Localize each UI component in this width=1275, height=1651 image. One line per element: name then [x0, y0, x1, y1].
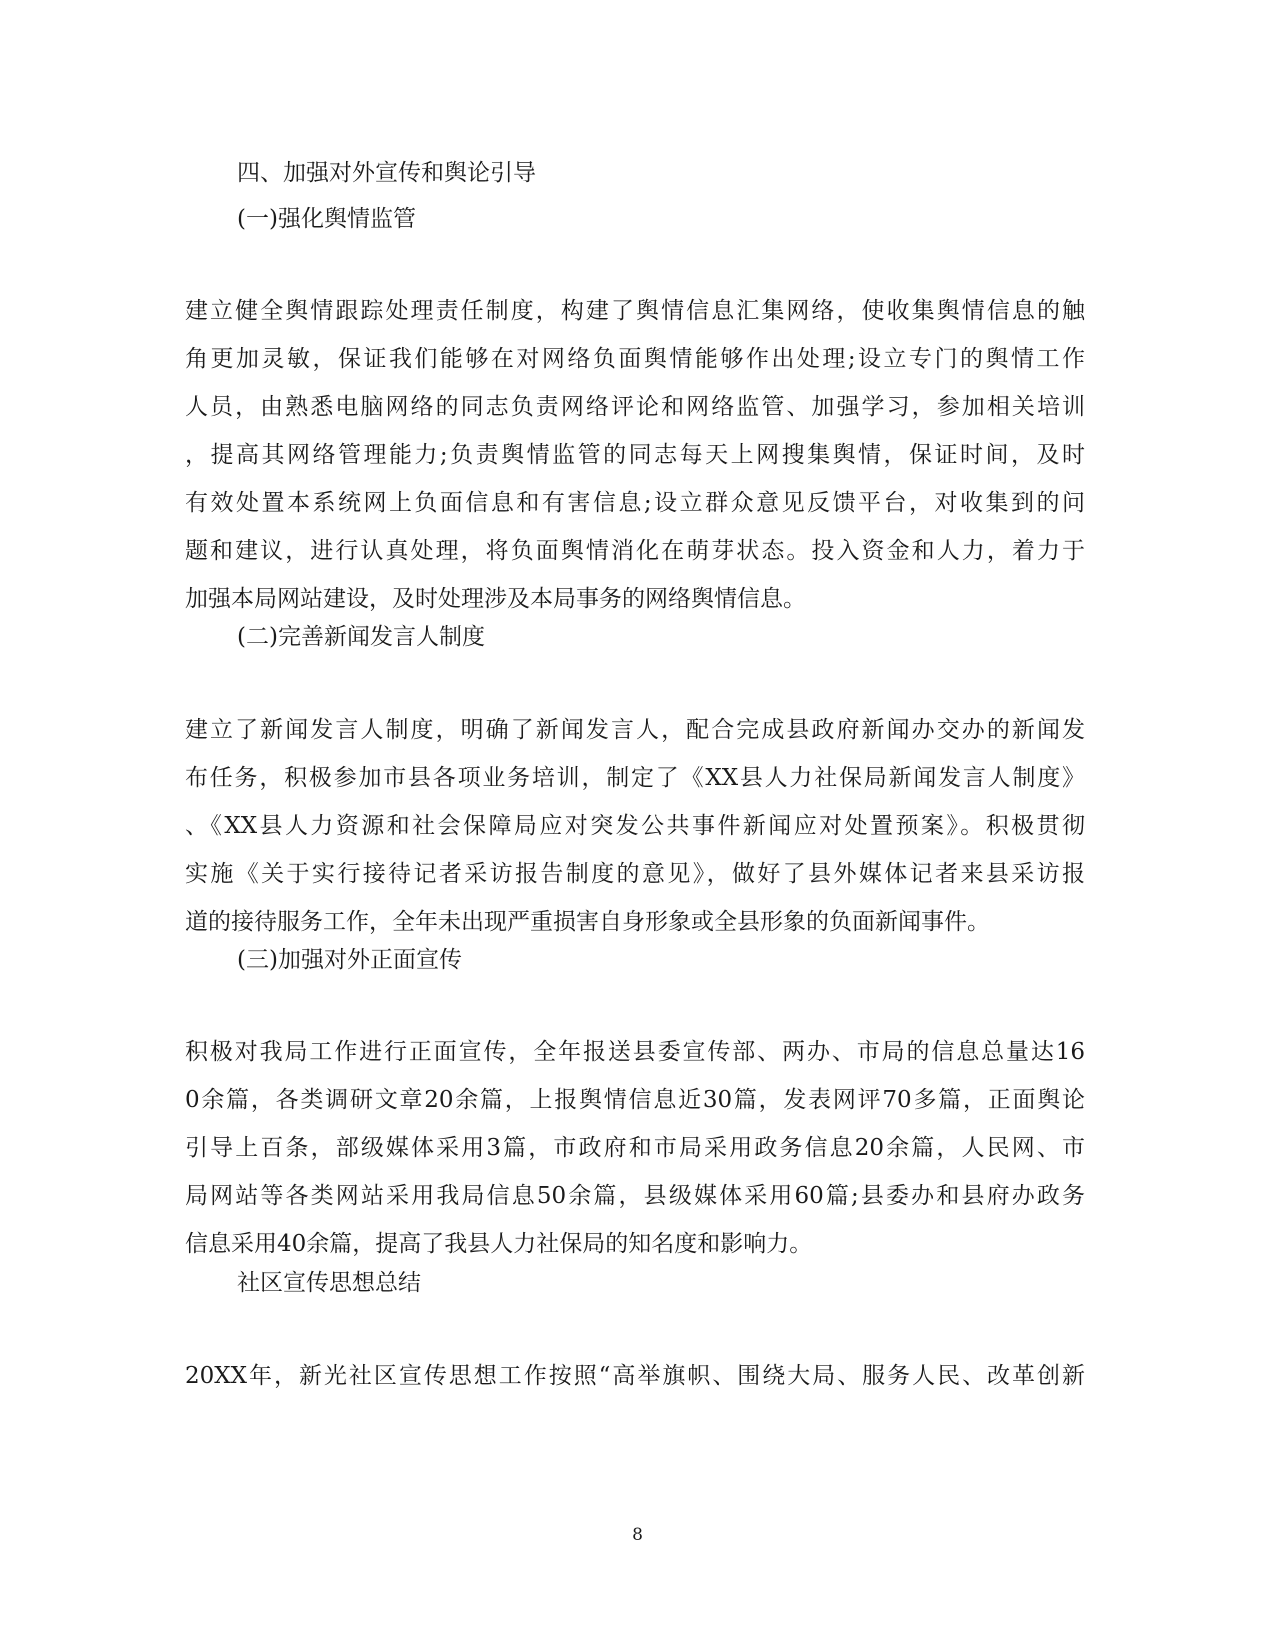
text-line: 有效处置本系统网上负面信息和有害信息;设立群众意见反馈平台，对收集到的问 — [185, 490, 1085, 516]
text-line: 人员，由熟悉电脑网络的同志负责网络评论和网络监管、加强学习，参加相关培训 — [185, 394, 1085, 420]
text-line: ，提高其网络管理能力;负责舆情监管的同志每天上网搜集舆情，保证时间，及时 — [185, 442, 1085, 468]
subsection-heading: (三)加强对外正面宣传 — [237, 947, 462, 973]
text-line: 布任务，积极参加市县各项业务培训，制定了《XX县人力社保局新闻发言人制度》 — [185, 765, 1085, 791]
section-heading: 四、加强对外宣传和舆论引导 — [237, 160, 536, 186]
subsection-heading: (一)强化舆情监管 — [237, 206, 416, 232]
text-line: 道的接待服务工作，全年未出现严重损害自身形象或全县形象的负面新闻事件。 — [185, 909, 990, 935]
text-line: 实施《关于实行接待记者采访报告制度的意见》，做好了县外媒体记者来县采访报 — [185, 861, 1085, 887]
paragraph-community-summary — [185, 1352, 1085, 1400]
text-line: 、《XX县人力资源和社会保障局应对突发公共事件新闻应对处置预案》。积极贯彻 — [185, 813, 1085, 839]
text-line: 角更加灵敏，保证我们能够在对网络负面舆情能够作出处理;设立专门的舆情工作 — [185, 346, 1085, 372]
text-line: 0余篇，各类调研文章20余篇，上报舆情信息近30篇，发表网评70多篇，正面舆论 — [185, 1087, 1085, 1113]
text-line: 信息采用40余篇，提高了我县人力社保局的知名度和影响力。 — [185, 1231, 813, 1257]
text-line: 局网站等各类网站采用我局信息50余篇，县级媒体采用60篇;县委办和县府办政务 — [185, 1183, 1085, 1209]
page-number: 8 — [632, 1525, 643, 1545]
paragraph-opinion-monitoring — [185, 287, 1085, 623]
text-line: 建立健全舆情跟踪处理责任制度，构建了舆情信息汇集网络，使收集舆情信息的触 — [185, 298, 1085, 324]
text-line: 引导上百条，部级媒体采用3篇，市政府和市局采用政务信息20余篇，人民网、市 — [185, 1135, 1085, 1161]
text-line: 积极对我局工作进行正面宣传，全年报送县委宣传部、两办、市局的信息总量达16 — [185, 1039, 1085, 1065]
subsection-heading: (二)完善新闻发言人制度 — [237, 624, 485, 650]
text-line: 题和建议，进行认真处理，将负面舆情消化在萌芽状态。投入资金和人力，着力于 — [185, 538, 1085, 564]
paragraph-spokesperson — [185, 706, 1085, 946]
text-line: 20XX年，新光社区宣传思想工作按照“高举旗帜、围绕大局、服务人民、改革创新 — [185, 1363, 1085, 1389]
text-line: 加强本局网站建设，及时处理涉及本局事务的网络舆情信息。 — [185, 586, 806, 612]
text-line: 建立了新闻发言人制度，明确了新闻发言人，配合完成县政府新闻办交办的新闻发 — [185, 717, 1085, 743]
paragraph-positive-publicity — [185, 1028, 1085, 1268]
section-heading: 社区宣传思想总结 — [237, 1270, 421, 1296]
